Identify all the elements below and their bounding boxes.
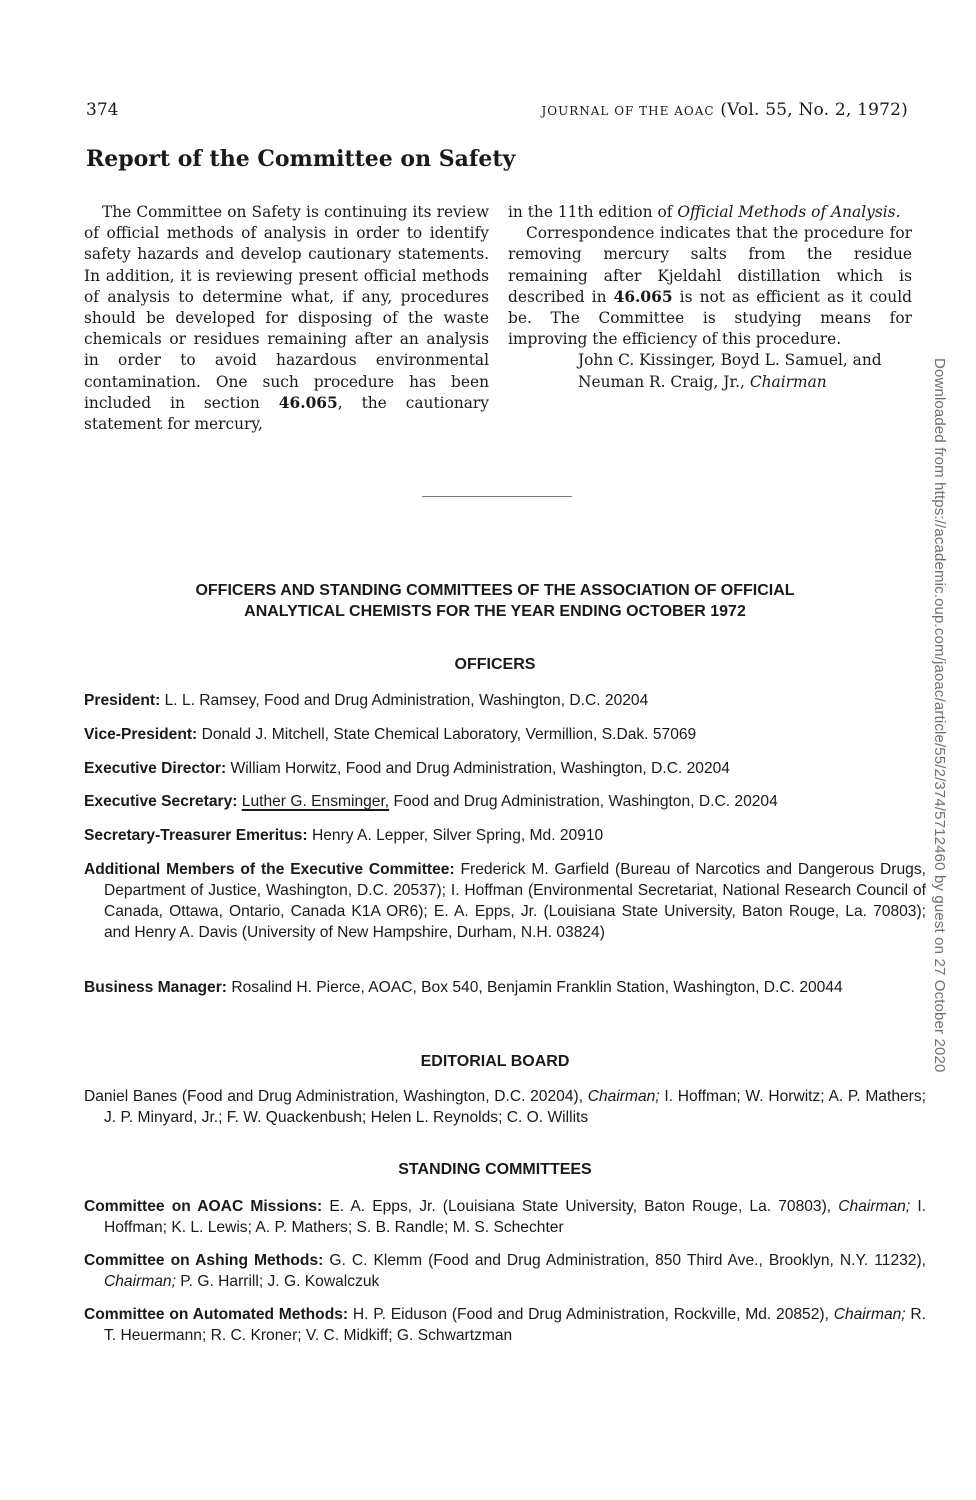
report-left-column: [84, 202, 489, 435]
page-number: 374: [86, 100, 119, 120]
entry-text: E. A. Epps, Jr. (Louisiana State University, Baton Rouge, La. 70803),: [329, 1198, 832, 1215]
entry-label: Secretary-Treasurer Emeritus:: [84, 827, 308, 844]
officer-entry-president: [84, 690, 926, 711]
entry-label: Committee on AOAC Missions:: [84, 1198, 323, 1215]
report-paragraph-2: [508, 223, 912, 350]
entry-text: I. Hoffman; W. Horwitz; A. P. Mathers; J. P. Minyard, Jr.; F. W. Quackenbush; Helen L. Reynolds; C. O. Willits: [104, 1088, 926, 1126]
entry-text: Frederick M. Garfield (Bureau of Narcotics and Dangerous Drugs, Department of Justice, Washington, D.C. 20537); I. Hoffman (Environmental Secretariat, National Research Council of Canada, Ottawa, Ontario, Canada K1A OR6); E. A. Epps, Jr. (Louisiana State University, Baton Rouge, La. 70803); and Henry A. Davis (University of New Hampshire, Durham, N.H. 03824): [104, 861, 926, 941]
chairman-role: Chairman;: [833, 1306, 906, 1323]
committee-entry-aoac-missions: [84, 1196, 926, 1238]
signature-role: Chairman: [749, 372, 827, 391]
entry-label: Committee on Automated Methods:: [84, 1306, 349, 1323]
entry-text: Rosalind H. Pierce, AOAC, Box 540, Benjamin Franklin Station, Washington, D.C. 20044: [231, 979, 843, 996]
signature-names: John C. Kissinger, Boyd L. Samuel, and Neuman R. Craig, Jr.,: [578, 351, 882, 391]
underlined-name: Luther G. Ensminger,: [241, 793, 390, 810]
heading-line-2: ANALYTICAL CHEMISTS FOR THE YEAR ENDING OCTOBER 1972: [244, 603, 746, 620]
entry-text: William Horwitz, Food and Drug Administration, Washington, D.C. 20204: [230, 760, 730, 777]
journal-name: JOURNAL OF THE AOAC: [541, 104, 715, 118]
editorial-board-heading: EDITORIAL BOARD: [420, 1053, 570, 1070]
entry-text: Food and Drug Administration, Washington, D.C. 20204: [393, 793, 778, 810]
entry-text: Henry A. Lepper, Silver Spring, Md. 20910: [311, 827, 604, 844]
entry-text: Donald J. Mitchell, State Chemical Laboratory, Vermillion, S.Dak. 57069: [201, 726, 697, 743]
section-divider: [422, 496, 572, 497]
officer-entry-additional-members: [84, 859, 926, 943]
entry-text: P. G. Harrill; J. G. Kowalczuk: [180, 1273, 380, 1290]
chairman-role: Chairman;: [838, 1198, 911, 1215]
report-text: is not as efficient as it could be. The Committee is studying means for improving the efficiency of this procedure.: [508, 287, 912, 349]
download-watermark: [932, 358, 948, 1138]
report-text: The Committee on Safety is continuing its review of official methods of analysis in order to identify safety hazards and develop cautionary statements. In addition, it is reviewing present official methods of analysis to determine what, if any, procedures should be developed for disposing of the waste chemicals or residues remaining after an analysis in order to avoid hazardous environmental contamination. One such procedure has been included in section: [84, 203, 489, 412]
entry-label: Executive Secretary:: [84, 793, 238, 810]
entry-label: Committee on Ashing Methods:: [84, 1252, 324, 1269]
chairman-role: Chairman;: [587, 1088, 660, 1105]
entry-label: Business Manager:: [84, 979, 227, 996]
report-title: Report of the Committee on Safety: [86, 146, 516, 172]
entry-text: R. T. Heuermann; R. C. Kroner; V. C. Midkiff; G. Schwartzman: [104, 1306, 926, 1344]
entry-label: Vice-President:: [84, 726, 198, 743]
report-signature: [508, 350, 912, 392]
entry-text: I. Hoffman; K. L. Lewis; A. P. Mathers; S. B. Randle; M. S. Schechter: [104, 1198, 926, 1236]
entry-label: President:: [84, 692, 161, 709]
chairman-role: Chairman;: [104, 1273, 176, 1290]
committee-entry-automated-methods: [84, 1304, 926, 1346]
editorial-board-entry: [84, 1086, 926, 1128]
book-title: Official Methods of Analysis.: [677, 203, 901, 221]
committee-entry-ashing-methods: [84, 1250, 926, 1292]
entry-text: H. P. Eiduson (Food and Drug Administration, Rockville, Md. 20852),: [352, 1306, 829, 1323]
entry-text: L. L. Ramsey, Food and Drug Administration, Washington, D.C. 20204: [164, 692, 649, 709]
officer-entry-executive-secretary: [84, 791, 926, 812]
officer-entry-executive-director: [84, 758, 926, 779]
running-head: [541, 100, 908, 120]
entry-label: Additional Members of the Executive Committee:: [84, 861, 455, 878]
entry-text: Daniel Banes (Food and Drug Administration, Washington, D.C. 20204),: [84, 1088, 584, 1105]
report-paragraph-1-continued: [508, 202, 912, 223]
officers-main-heading: [120, 580, 870, 622]
report-right-column: [508, 202, 912, 393]
officer-entry-secretary-treasurer: [84, 825, 926, 846]
report-text: in the 11th edition of: [508, 203, 673, 221]
section-reference: 46.065: [613, 287, 673, 306]
heading-line-1: OFFICERS AND STANDING COMMITTEES OF THE ASSOCIATION OF OFFICIAL: [195, 582, 795, 599]
section-reference: 46.065: [278, 393, 338, 412]
report-text: , the cautionary statement for mercury,: [84, 393, 489, 434]
report-text: Correspondence indicates that the procedure for removing mercury salts from the residue remaining after Kjeldahl distillation which is described in: [508, 224, 912, 306]
download-note-text: Downloaded from https://academic.oup.com/jaoac/article/55/2/374/5712460 by guest on 27 October 2020: [931, 358, 948, 1073]
entry-label: Executive Director:: [84, 760, 227, 777]
officer-entry-vice-president: [84, 724, 926, 745]
officers-heading: OFFICERS: [454, 656, 536, 673]
report-paragraph-1: [84, 202, 489, 435]
entry-text: G. C. Klemm (Food and Drug Administration, 850 Third Ave., Brooklyn, N.Y. 11232),: [329, 1252, 926, 1269]
standing-committees-heading: STANDING COMMITTEES: [398, 1161, 592, 1178]
volume-info: (Vol. 55, No. 2, 1972): [720, 100, 908, 120]
officer-entry-business-manager: [84, 977, 926, 998]
